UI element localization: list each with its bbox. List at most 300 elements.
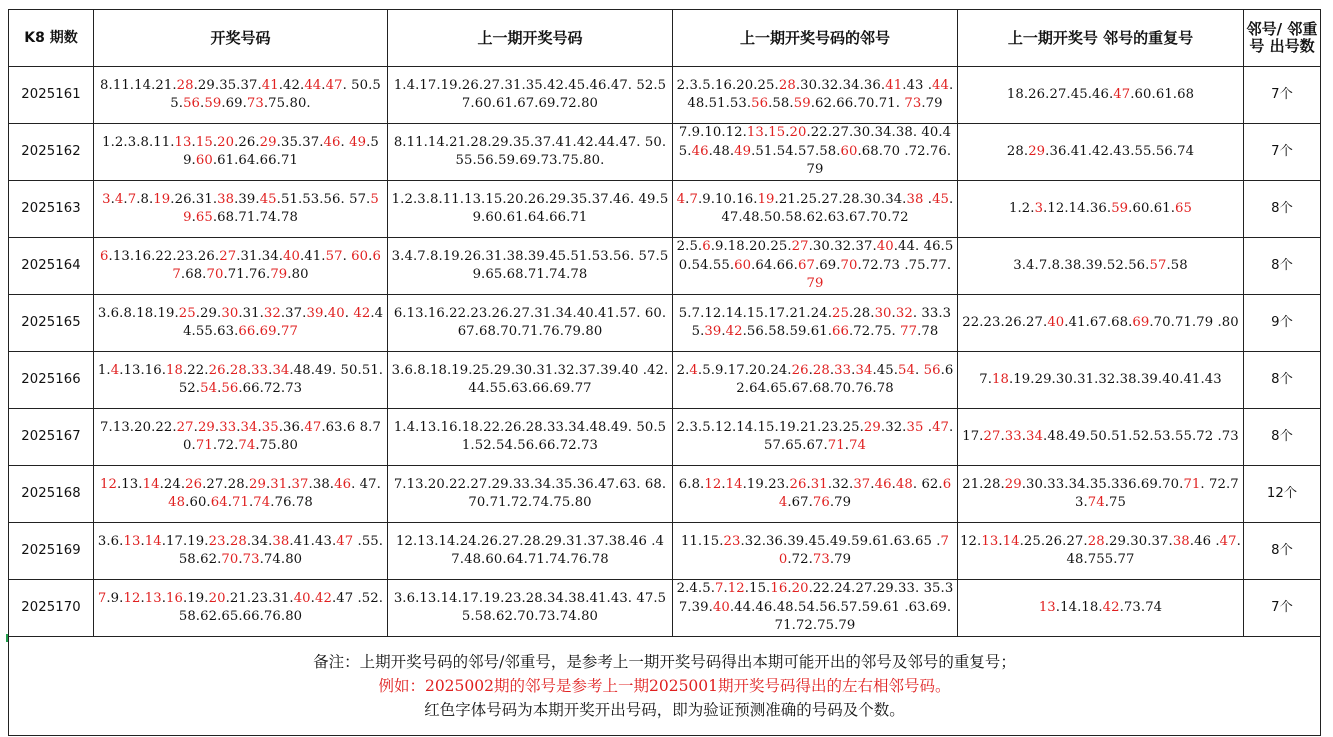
period-cell[interactable]: 2025165: [9, 295, 94, 352]
number-text: 18.26.27.45.46.: [1006, 86, 1114, 102]
number-text: .31.: [238, 305, 264, 321]
number-text: 3.4.7.8.38.39.52.56.: [1013, 257, 1150, 273]
header-count[interactable]: 邻号/ 邻重号 出号数: [1244, 10, 1321, 67]
hit-number: 49: [734, 143, 752, 159]
number-text: .48.51.53.: [687, 77, 954, 111]
number-text: .69.: [814, 257, 841, 273]
numbers-cell[interactable]: [94, 580, 388, 637]
hit-number: 12: [704, 476, 722, 492]
number-text: .22.24.27.29.33. 35.37.39.: [678, 581, 954, 615]
numbers-cell[interactable]: [94, 466, 388, 523]
hit-number: 28: [229, 362, 247, 378]
hit-number: 7: [715, 581, 724, 597]
numbers-cell[interactable]: [94, 238, 388, 295]
number-text: .72.: [787, 552, 813, 567]
prev-numbers-cell[interactable]: [388, 352, 673, 409]
number-text: .60.: [185, 495, 211, 510]
hit-number: 14: [144, 533, 162, 549]
hit-number: 74: [253, 495, 271, 510]
repeat-cell[interactable]: [958, 523, 1244, 580]
hit-number: 67: [172, 248, 381, 282]
number-text: .15.: [744, 581, 771, 597]
number-text: 7.9.10.12.: [678, 125, 747, 141]
period-cell[interactable]: 2025166: [9, 352, 94, 409]
number-text: 1.4.17.19.26.27.31.35.42.45.46.47. 52.57.60.61.67.69.72.80: [393, 77, 667, 111]
prev-numbers-cell[interactable]: [388, 409, 673, 466]
hit-number: 33: [1004, 428, 1022, 444]
repeat-cell[interactable]: [958, 238, 1244, 295]
number-text: .58: [1166, 257, 1188, 273]
number-text: .: [342, 248, 352, 264]
table-row: [9, 67, 1321, 124]
period-cell[interactable]: 2025169: [9, 523, 94, 580]
hit-number: 32: [895, 305, 913, 321]
hit-number: 13: [144, 590, 162, 606]
hit-number: 64: [210, 495, 228, 510]
hit-number: 19: [757, 191, 775, 207]
number-text: .5.9.17.20.24.: [697, 362, 792, 378]
number-text: .37.: [280, 305, 307, 321]
hit-number: 29: [1028, 143, 1046, 159]
number-text: .9.: [106, 590, 124, 606]
hit-number: 60: [351, 248, 369, 264]
number-text: .30.32.37.: [808, 239, 877, 255]
count-cell[interactable]: 8个: [1244, 523, 1321, 580]
neighbors-cell[interactable]: [673, 523, 958, 580]
hit-number: 23: [723, 533, 741, 549]
hit-number: 33: [251, 362, 269, 378]
header-prev-numbers[interactable]: 上一期开奖号码: [388, 10, 673, 67]
number-text: .66.72.73: [238, 381, 303, 396]
number-text: 8.11.14.21.: [100, 77, 177, 93]
number-text: .: [255, 324, 260, 339]
number-text: 1.2.: [1009, 200, 1035, 216]
hit-number: 59: [183, 191, 379, 225]
hit-number: 34: [240, 419, 258, 435]
hit-number: 3: [1034, 200, 1044, 216]
hit-number: 30: [874, 305, 892, 321]
hit-number: 38: [217, 191, 235, 207]
hit-number: 47: [1219, 533, 1237, 549]
note-line-3: 红色字体号码为本期开奖开出号码，即为验证预测准确的号码及个数。: [424, 701, 905, 719]
number-text: .: [321, 77, 326, 93]
repeat-cell[interactable]: [958, 580, 1244, 637]
cell-corner-marker: [6, 634, 8, 642]
number-text: .43 .: [902, 77, 933, 93]
count-cell[interactable]: 12个: [1244, 466, 1321, 523]
hit-number: 7: [689, 191, 698, 207]
period-cell[interactable]: 2025162: [9, 124, 94, 181]
hit-number: 19: [153, 191, 171, 207]
number-text: .19.23.: [742, 476, 790, 492]
hit-number: 73: [242, 552, 260, 567]
number-text: . 33.35.: [691, 305, 952, 339]
table-row: [9, 523, 1321, 580]
hit-number: 25: [178, 305, 196, 321]
hit-number: 59: [793, 96, 811, 111]
number-text: .: [721, 476, 726, 492]
number-text: .: [225, 362, 230, 378]
hit-number: 65: [195, 210, 213, 225]
number-text: .: [685, 191, 690, 207]
hit-number: 4: [110, 362, 120, 378]
number-text: .42.: [278, 77, 305, 93]
number-text: .39.: [234, 191, 260, 207]
count-cell[interactable]: 8个: [1244, 181, 1321, 238]
number-text: .: [212, 134, 218, 150]
hit-number: 39: [704, 324, 722, 339]
repeat-cell[interactable]: [958, 352, 1244, 409]
numbers-cell[interactable]: [94, 124, 388, 181]
prev-numbers-cell[interactable]: [388, 181, 673, 238]
number-text: 2.3.5.16.20.25.: [676, 77, 779, 93]
number-text: 7.13.20.22.: [100, 419, 177, 435]
number-text: .32.: [880, 419, 907, 435]
hit-number: 7: [97, 590, 107, 606]
hit-number: 16: [770, 581, 788, 597]
number-text: .: [787, 581, 792, 597]
repeat-cell[interactable]: [958, 67, 1244, 124]
neighbors-cell[interactable]: [673, 67, 958, 124]
hit-number: 30: [221, 305, 239, 321]
number-text: .: [915, 362, 924, 378]
number-text: 2.3.5.12.14.15.19.21.23.25.: [676, 419, 864, 435]
number-text: .: [140, 533, 145, 549]
number-text: .: [110, 191, 115, 207]
neighbors-cell[interactable]: [673, 124, 958, 181]
hit-number: 44: [304, 77, 322, 93]
hit-number: 77: [900, 324, 918, 339]
repeat-cell[interactable]: [958, 466, 1244, 523]
number-text: 1.2.3.8.11.13.15.20.26.29.35.37.46. 49.59.60.61.64.66.71: [391, 191, 669, 225]
hit-number: 26: [789, 476, 807, 492]
number-text: .74.80: [259, 552, 303, 567]
number-text: .8.: [136, 191, 154, 207]
header-repeat[interactable]: 上一期开奖号 邻号的重复号: [958, 10, 1244, 67]
number-text: .29.35.37.: [193, 77, 262, 93]
number-text: . 62.: [912, 476, 943, 492]
header-neighbors[interactable]: 上一期开奖号码的邻号: [673, 10, 958, 67]
numbers-cell[interactable]: [94, 352, 388, 409]
hit-number: 47: [336, 533, 354, 549]
count-cell[interactable]: 8个: [1244, 238, 1321, 295]
period-cell[interactable]: 2025168: [9, 466, 94, 523]
number-text: .72.73 .75.77.: [857, 257, 952, 273]
hit-number: 29: [197, 419, 215, 435]
note-line-1: 备注：上期开奖号码的邻号/邻重号，是参考上一期开奖号码得出本期可能开出的邻号及邻号的重复号；: [313, 653, 1016, 671]
hit-number: 7: [127, 191, 137, 207]
hit-number: 60: [840, 143, 858, 159]
count-cell[interactable]: 9个: [1244, 295, 1321, 352]
number-text: .: [723, 581, 728, 597]
number-text: .: [323, 305, 328, 321]
number-text: .62.64.65.67.68.70.76.78: [736, 362, 954, 396]
number-text: .48.: [708, 143, 735, 159]
hit-number: 42: [1102, 599, 1120, 615]
number-text: .: [870, 476, 875, 492]
hit-number: 59: [1111, 200, 1129, 216]
number-text: . 72.73.: [1074, 476, 1239, 510]
number-text: .60.61.68: [1130, 86, 1195, 102]
hit-number: 76: [812, 495, 830, 510]
hit-number: 44: [932, 77, 950, 93]
number-text: .44.55.63.: [183, 305, 384, 339]
hit-number: 29: [248, 476, 266, 492]
neighbors-cell[interactable]: [673, 238, 958, 295]
hit-number: 49: [349, 134, 367, 150]
hit-number: 40: [327, 305, 345, 321]
number-text: .47 .52.58.62.65.66.76.80: [178, 590, 384, 624]
number-text: .48.755.77: [1066, 533, 1241, 567]
number-text: .32.36.39.45.49.59.61.63.65 .: [740, 533, 941, 549]
hit-number: 73: [812, 552, 830, 567]
number-text: .55.58.62.: [178, 533, 384, 567]
hit-number: 23: [208, 533, 226, 549]
note-cell[interactable]: [9, 637, 1321, 736]
number-text: .: [161, 590, 167, 606]
number-text: 3.6.8.18.19.: [97, 305, 179, 321]
prev-numbers-cell[interactable]: [388, 295, 673, 352]
hit-number: 31: [810, 476, 828, 492]
hit-number: 59: [204, 96, 222, 111]
hit-number: 60: [734, 257, 752, 273]
hit-number: 13: [174, 134, 192, 150]
numbers-cell[interactable]: [94, 67, 388, 124]
number-text: .: [808, 362, 813, 378]
number-text: .: [891, 476, 896, 492]
header-period[interactable]: K8 期数: [9, 10, 94, 67]
number-text: .44. 46.50.54.55.: [678, 239, 954, 273]
number-text: .: [257, 419, 262, 435]
hit-number: 28: [176, 77, 194, 93]
hit-number: 56: [923, 362, 941, 378]
hit-number: 28: [1087, 533, 1105, 549]
number-text: .31.34.: [236, 248, 284, 264]
number-text: .75: [1104, 495, 1127, 510]
period-cell[interactable]: 2025163: [9, 181, 94, 238]
hit-number: 74: [849, 438, 867, 453]
hit-number: 27: [983, 428, 1001, 444]
hit-number: 38: [906, 191, 924, 207]
number-text: 12.13.14.24.26.27.28.29.31.37.38.46 .47.48.60.64.71.74.76.78: [395, 533, 665, 567]
hit-number: 27: [219, 248, 237, 264]
number-text: 22.23.26.27.: [962, 314, 1048, 330]
neighbors-cell[interactable]: [673, 409, 958, 466]
number-text: .25.26.27.: [1019, 533, 1088, 549]
hit-number: 73: [904, 96, 922, 111]
hit-number: 12: [727, 581, 745, 597]
hit-number: 26: [185, 476, 203, 492]
hit-number: 35: [261, 419, 279, 435]
hit-number: 57: [1149, 257, 1167, 273]
number-text: .: [214, 419, 220, 435]
table-row: [9, 580, 1321, 637]
hit-number: 42: [353, 305, 371, 321]
number-text: .68.: [180, 267, 207, 282]
number-text: .56.58.59.61.: [742, 324, 833, 339]
table-row: [9, 181, 1321, 238]
hit-number: 79: [806, 276, 824, 292]
hit-number: 32: [263, 305, 281, 321]
number-text: .26.: [234, 134, 260, 150]
lottery-table: [8, 9, 1321, 736]
number-text: .13.16.: [119, 362, 167, 378]
hit-number: 70: [778, 533, 950, 567]
table-row: [9, 124, 1321, 181]
numbers-cell[interactable]: [94, 409, 388, 466]
numbers-cell[interactable]: [94, 181, 388, 238]
count-cell[interactable]: 8个: [1244, 409, 1321, 466]
hit-number: 48: [895, 476, 913, 492]
neighbors-cell[interactable]: [673, 181, 958, 238]
number-text: .46 .: [1189, 533, 1220, 549]
hit-number: 66: [238, 324, 256, 339]
prev-numbers-cell[interactable]: [388, 523, 673, 580]
number-text: .: [265, 476, 271, 492]
repeat-cell[interactable]: [958, 181, 1244, 238]
hit-number: 12: [100, 476, 118, 492]
prev-numbers-cell[interactable]: [388, 124, 673, 181]
number-text: .35.37.: [276, 134, 324, 150]
hit-number: 13: [123, 533, 141, 549]
number-text: .13.: [117, 476, 143, 492]
numbers-cell[interactable]: [94, 523, 388, 580]
hit-number: 71: [827, 438, 845, 453]
period-cell[interactable]: 2025167: [9, 409, 94, 466]
hit-number: 13: [746, 125, 764, 141]
repeat-cell[interactable]: [958, 295, 1244, 352]
hit-number: 4: [114, 191, 124, 207]
prev-numbers-cell[interactable]: [388, 67, 673, 124]
hit-number: 46: [874, 476, 892, 492]
count-cell[interactable]: 7个: [1244, 580, 1321, 637]
number-text: .62.66.70.71.: [810, 96, 905, 111]
table-row: [9, 466, 1321, 523]
number-text: .60.61.: [1128, 200, 1176, 216]
number-text: .44.46.48.54.56.57.59.61 .63.69.71.72.75.79: [729, 599, 952, 634]
header-numbers[interactable]: 开奖号码: [94, 10, 388, 67]
repeat-cell[interactable]: [958, 409, 1244, 466]
number-text: .: [236, 419, 241, 435]
hit-number: 54: [898, 362, 915, 378]
hit-number: 27: [176, 419, 194, 435]
number-text: .51.54.57.58.: [751, 143, 841, 159]
count-cell[interactable]: 7个: [1244, 67, 1321, 124]
table-row: [9, 409, 1321, 466]
hit-number: 65: [1175, 200, 1192, 216]
number-text: .21.25.27.28.30.34.: [774, 191, 907, 207]
number-text: .: [193, 419, 198, 435]
hit-number: 3: [102, 191, 111, 207]
number-text: .36.41.42.43.55.56.74: [1045, 143, 1195, 159]
numbers-cell[interactable]: [94, 295, 388, 352]
number-text: .24.: [159, 476, 186, 492]
hit-number: 73: [246, 96, 264, 111]
count-cell[interactable]: 8个: [1244, 352, 1321, 409]
number-text: 21.28.: [962, 476, 1005, 492]
number-text: .: [923, 419, 933, 435]
number-text: .19.: [183, 590, 209, 606]
number-text: 11.15.: [680, 533, 724, 549]
number-text: 3.6.8.18.19.25.29.30.31.32.37.39.40 .42.44.55.63.66.69.77: [391, 362, 669, 396]
note-line-2: 例如：2025002期的邻号是参考上一期2025001期开奖号码得出的左右相邻号码。: [378, 677, 951, 695]
period-cell[interactable]: 2025164: [9, 238, 94, 295]
hit-number: 28: [229, 533, 247, 549]
hit-number: 71: [232, 495, 249, 510]
neighbors-cell[interactable]: [673, 580, 958, 637]
number-text: . 50.55.: [170, 77, 381, 111]
number-text: .47.48.50.58.62.63.67.70.72: [721, 191, 954, 225]
hit-number: 77: [280, 324, 298, 339]
number-text: .75.80.: [263, 96, 311, 111]
number-text: .12.14.36.: [1043, 200, 1112, 216]
number-text: .79: [829, 495, 852, 510]
number-text: .48.49.50.51.52.53.55.72 .73: [1043, 428, 1239, 444]
number-text: .: [287, 476, 292, 492]
number-text: .71.76.: [223, 267, 271, 282]
hit-number: 18: [992, 371, 1010, 387]
count-cell[interactable]: 7个: [1244, 124, 1321, 181]
number-text: .: [340, 134, 350, 150]
hit-number: 20: [217, 134, 235, 150]
neighbors-cell[interactable]: [673, 295, 958, 352]
number-text: .: [368, 248, 373, 264]
period-cell[interactable]: 2025170: [9, 580, 94, 637]
hit-number: 56: [751, 96, 769, 111]
number-text: .76.78: [270, 495, 313, 510]
hit-number: 33: [219, 419, 237, 435]
hit-number: 14: [142, 476, 160, 492]
period-cell[interactable]: 2025161: [9, 67, 94, 124]
hit-number: 29: [1004, 476, 1022, 492]
prev-numbers-cell[interactable]: [388, 238, 673, 295]
number-text: .: [1000, 428, 1005, 444]
hit-number: 29: [863, 419, 881, 435]
hit-number: 4: [676, 191, 686, 207]
number-text: .41.67.68.: [1064, 314, 1133, 330]
hit-number: 46: [334, 476, 352, 492]
hit-number: 39: [306, 305, 324, 321]
hit-number: 28: [812, 362, 830, 378]
prev-numbers-cell[interactable]: [388, 466, 673, 523]
number-text: . 47.: [351, 476, 381, 492]
number-text: .78: [917, 324, 939, 339]
number-text: 7.13.20.22.27.29.33.34.35.36.47.63. 68.70.71.72.74.75.80: [393, 476, 667, 510]
prev-numbers-cell[interactable]: [388, 580, 673, 637]
hit-number: 70: [206, 267, 224, 282]
hit-number: 66: [832, 324, 850, 339]
number-text: .: [721, 324, 726, 339]
neighbors-cell[interactable]: [673, 466, 958, 523]
hit-number: 29: [259, 134, 277, 150]
table-row: [9, 352, 1321, 409]
hit-number: 20: [789, 125, 807, 141]
hit-number: 37: [853, 476, 871, 492]
number-text: .: [191, 210, 196, 225]
number-text: 1.: [97, 362, 111, 378]
number-text: .30.33.34.35.336.69.70.: [1021, 476, 1184, 492]
hit-number: 20: [208, 590, 226, 606]
number-text: .72.75.: [849, 324, 901, 339]
number-text: .: [123, 191, 128, 207]
hit-number: 28: [778, 77, 796, 93]
number-text: .34.: [246, 533, 273, 549]
hit-number: 56: [183, 96, 201, 111]
repeat-cell[interactable]: [958, 124, 1244, 181]
hit-number: 47: [932, 419, 950, 435]
neighbors-cell[interactable]: [673, 352, 958, 409]
hit-number: 38: [272, 533, 290, 549]
